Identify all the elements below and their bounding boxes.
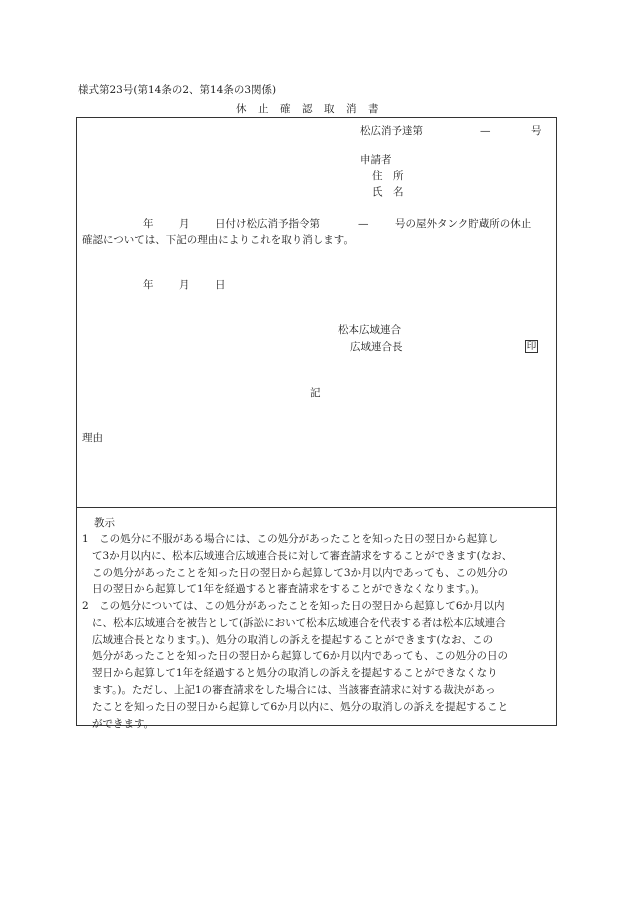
notice-line: 広域連合長となります。)、処分の取消しの訴えを提起することができます(なお、この [92,633,494,646]
notice-item-1 [82,531,512,598]
issuer-title: 広域連合長 [350,341,403,353]
notice-line: 翌日から起算して1年を経過すると処分の取消しの訴えを提起することができなくなり [92,667,498,680]
seal-mark: 印 [526,340,537,352]
date1-year: 年 [143,218,154,230]
reason-label: 理由 [82,432,103,444]
notice-item-2 [82,598,508,732]
date1-month: 月 [179,218,190,230]
date1-day-prefix: 日付け松広消予指令第 [215,218,320,230]
date2-day: 日 [215,279,226,291]
notice-line: に、松本広域連合を被告として(訴訟において松本広域連合を代表する者は松本広域連合 [92,616,506,629]
doc-ref-prefix: 松広消予達第 [360,125,423,137]
ki-label: 記 [310,387,321,399]
doc-ref-dash: — [480,125,491,137]
main-form-box [76,117,557,508]
notice-line: ます。)。ただし、上記1の審査請求をした場合には、当該審査請求に対する裁決があっ [92,683,496,696]
doc-ref-suffix: 号 [531,125,542,137]
notice-line: て3か月以内に、松本広域連合広域連合長に対して審査請求をすることができます(なお、 [92,549,513,562]
date2-month: 月 [179,279,190,291]
body-line1-rest: 号の屋外タンク貯蔵所の休止 [395,218,532,230]
notice-line: 処分があったことを知った日の翌日から起算して6か月以内であっても、この処分の日の [92,650,508,663]
notice-line: 1 この処分に不服がある場合には、この処分があったことを知った日の翌日から起算し [82,533,499,545]
notice-line: ができます。 [92,717,155,730]
applicant-label: 申請者 [360,154,392,166]
date1-dash: — [358,218,369,230]
issuer-org: 松本広域連合 [338,324,401,336]
name-label: 氏 名 [372,186,404,198]
notice-line: たことを知った日の翌日から起算して6か月以内に、処分の取消しの訴えを提起すること [92,700,509,713]
notice-heading: 教示 [94,517,115,529]
body-line2: 確認については、下記の理由によりこれを取り消します。 [82,234,354,246]
document-title: 休止確認取消書 [236,103,390,115]
address-label: 住 所 [372,170,404,182]
notice-line: 日の翌日から起算して1年を経過すると審査請求をすることができなくなります。)。 [92,583,486,596]
notice-line: この処分があったことを知った日の翌日から起算して3か月以内であっても、この処分の [92,566,508,579]
notice-line: 2 この処分については、この処分があったことを知った日の翌日から起算して6か月以内 [82,600,505,612]
form-number: 様式第23号(第14条の2、第14条の3関係) [78,84,277,96]
date2-year: 年 [143,279,154,291]
